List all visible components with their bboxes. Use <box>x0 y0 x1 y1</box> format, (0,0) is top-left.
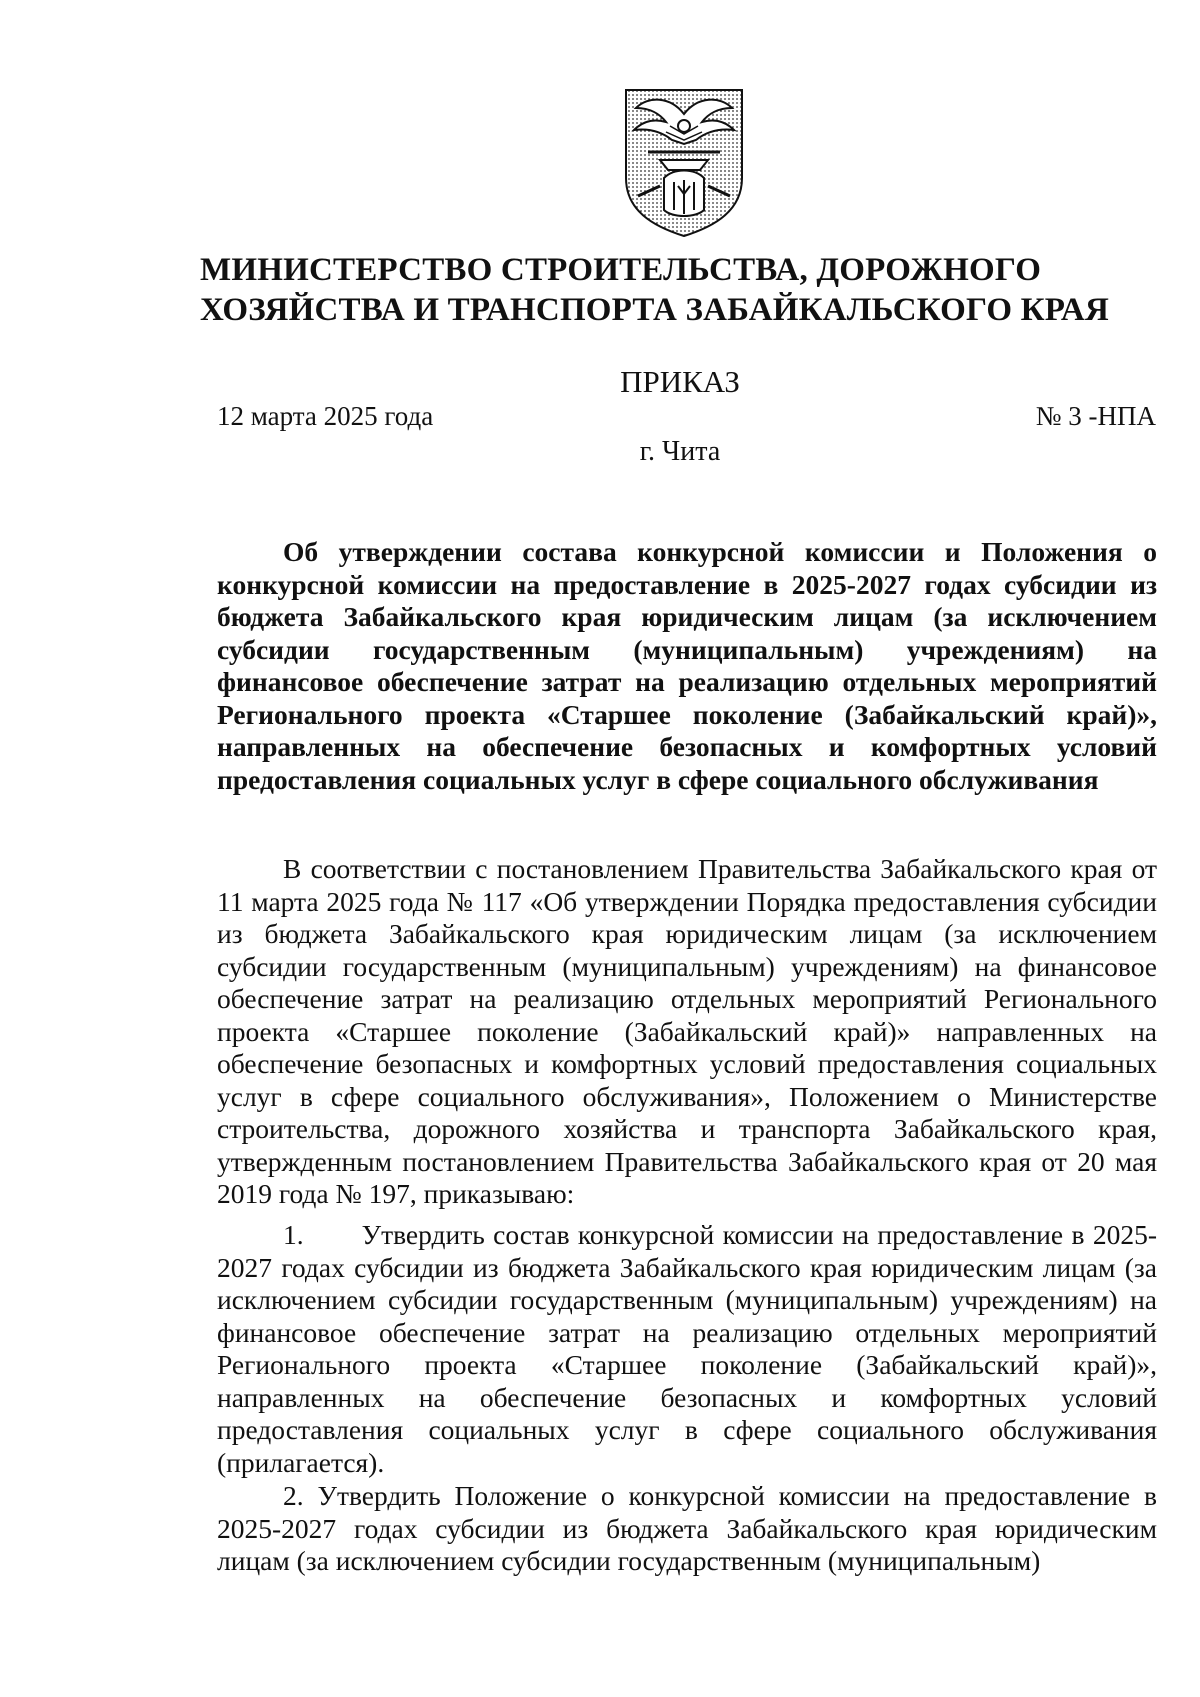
document-date: 12 марта 2025 года <box>217 401 434 431</box>
ministry-name <box>200 250 1109 330</box>
ministry-name-line2: ХОЗЯЙСТВА И ТРАНСПОРТА ЗАБАЙКАЛЬСКОГО КРАЯ <box>200 292 1109 328</box>
document-city: г. Чита <box>639 436 721 467</box>
ministry-name-line1: МИНИСТЕРСТВО СТРОИТЕЛЬСТВА, ДОРОЖНОГО <box>200 252 1042 288</box>
document-number: № 3 -НПА <box>1035 401 1156 431</box>
document-title: Об утверждении состава конкурсной комиссии и Положения о конкурсной комиссии на предоставление в 2025-2027 годах субсидии из бюджета Забайкальского края юридическим лицам (за исключением субсидии государственным (муниципальным) учреждениям) на финансовое обеспечение затрат на реализацию отдельных мероприятий Регионального проекта «Старшее поколение (Забайкальский край)», направленных на обеспечение безопасных и комфортных условий предоставления социальных услуг в сфере социального обслуживания <box>217 536 1157 795</box>
document-type: ПРИКАЗ <box>620 364 740 399</box>
order-item-1 <box>217 1219 1157 1479</box>
order-item-1-text: Утвердить состав конкурсной комиссии на предоставление в 2025-2027 годах субсидии из бюджета Забайкальского края юридическим лицам (за исключением субсидии государственным (муниципальным) учреждениям) на финансовое обеспечение затрат на реализацию отдельных мероприятий Регионального проекта «Старшее поколение (Забайкальский край)», направленных на обеспечение безопасных и комфортных условий предоставления социальных услуг в сфере социального обслуживания (прилагается). <box>217 1219 1157 1478</box>
order-item-2: 2. Утвердить Положение о конкурсной комиссии на предоставление в 2025-2027 годах субсидии из бюджета Забайкальского края юридическим лицам (за исключением субсидии государственным (муниципальным) <box>217 1480 1157 1576</box>
coat-of-arms-icon <box>620 86 748 238</box>
preamble-paragraph: В соответствии с постановлением Правительства Забайкальского края от 11 марта 2025 года № 117 «Об утверждении Порядка предоставления субсидии из бюджета Забайкальского края юридическим лицам (за исключением субсидии государственным (муниципальным) учреждениям) на финансовое обеспечение затрат на реализацию отдельных мероприятий Регионального проекта «Старшее поколение (Забайкальский край)» направленных на обеспечение безопасных и комфортных условий предоставления социальных услуг в сфере социального обслуживания», Положением о Министерстве строительства, дорожного хозяйства и транспорта Забайкальского края, утвержденным постановлением Правительства Забайкальского края от 20 мая 2019 года № 197, приказываю: <box>217 853 1157 1209</box>
order-item-1-number: 1. <box>283 1219 304 1250</box>
